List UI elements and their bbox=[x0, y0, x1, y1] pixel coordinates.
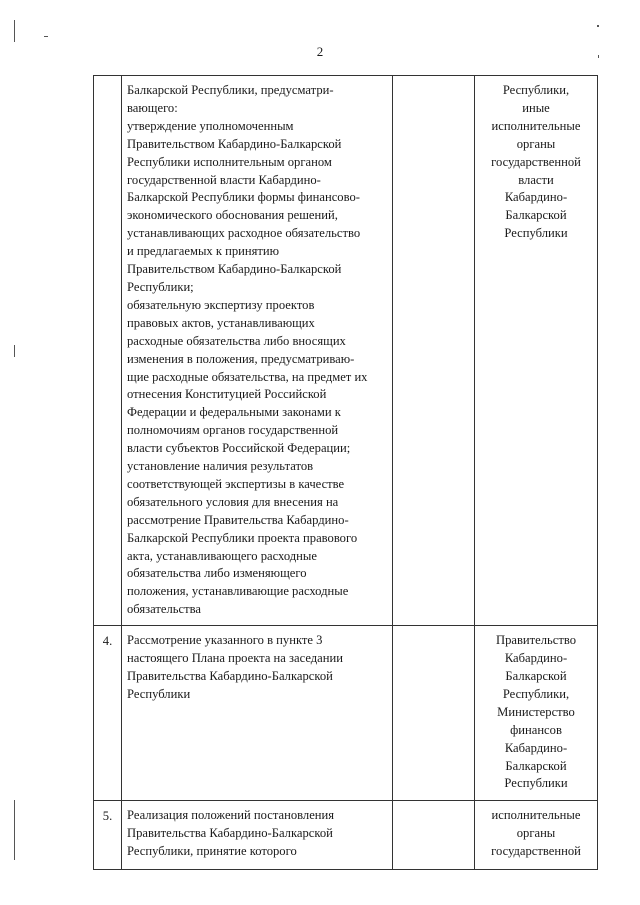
scan-mark bbox=[14, 800, 15, 860]
row-responsible: Республики, иные исполнительные органы государственной власти Кабардино- Балкарской Республики bbox=[475, 76, 598, 626]
scan-mark bbox=[14, 345, 15, 357]
plan-table bbox=[93, 75, 598, 870]
scan-mark bbox=[597, 25, 599, 27]
row-responsible: исполнительные органы государственной bbox=[475, 801, 598, 870]
table-row bbox=[94, 76, 598, 626]
row-responsible: Правительство Кабардино- Балкарской Республики, Министерство финансов Кабардино- Балкарской Республики bbox=[475, 626, 598, 801]
row-number: 5. bbox=[94, 801, 122, 870]
row-date bbox=[393, 76, 475, 626]
row-description: Рассмотрение указанного в пункте 3 настоящего Плана проекта на заседании Правительства Кабардино-Балкарской Республики bbox=[122, 626, 393, 801]
scan-mark bbox=[44, 36, 48, 37]
row-number: 4. bbox=[94, 626, 122, 801]
page-number: 2 bbox=[316, 44, 324, 59]
row-number bbox=[94, 76, 122, 626]
table-row bbox=[94, 626, 598, 801]
scan-mark bbox=[14, 20, 15, 42]
row-date bbox=[393, 801, 475, 870]
row-description: Балкарской Республики, предусматри- вающего: утверждение уполномоченным Правительством Кабардино-Балкарской Республики исполнительным органом государственной власти Кабардино- Балкарской Республики формы финансово- экономического обоснования решений, устанавливающих расходное обязательство и предлагаемых к принятию Правительством Кабардино-Балкарской Республики; обязательную экспертизу проектов правовых актов, устанавливающих расходные обязательства либо вносящих изменения в положения, предусматриваю- щие расходные обязательства, на предмет их отнесения Конституцией Российской Федерации и федеральными законами к полномочиям органов государственной власти субъектов Российской Федерации; установление наличия результатов соответствующей экспертизы в качестве обязательного условия для внесения на рассмотрение Правительства Кабардино- Балкарской Республики проекта правового акта, устанавливающего расходные обязательства либо изменяющего положения, устанавливающие расходные обязательства bbox=[122, 76, 393, 626]
scan-mark bbox=[598, 55, 599, 58]
table-row bbox=[94, 801, 598, 870]
row-date bbox=[393, 626, 475, 801]
row-description: Реализация положений постановления Правительства Кабардино-Балкарской Республики, принятие которого bbox=[122, 801, 393, 870]
